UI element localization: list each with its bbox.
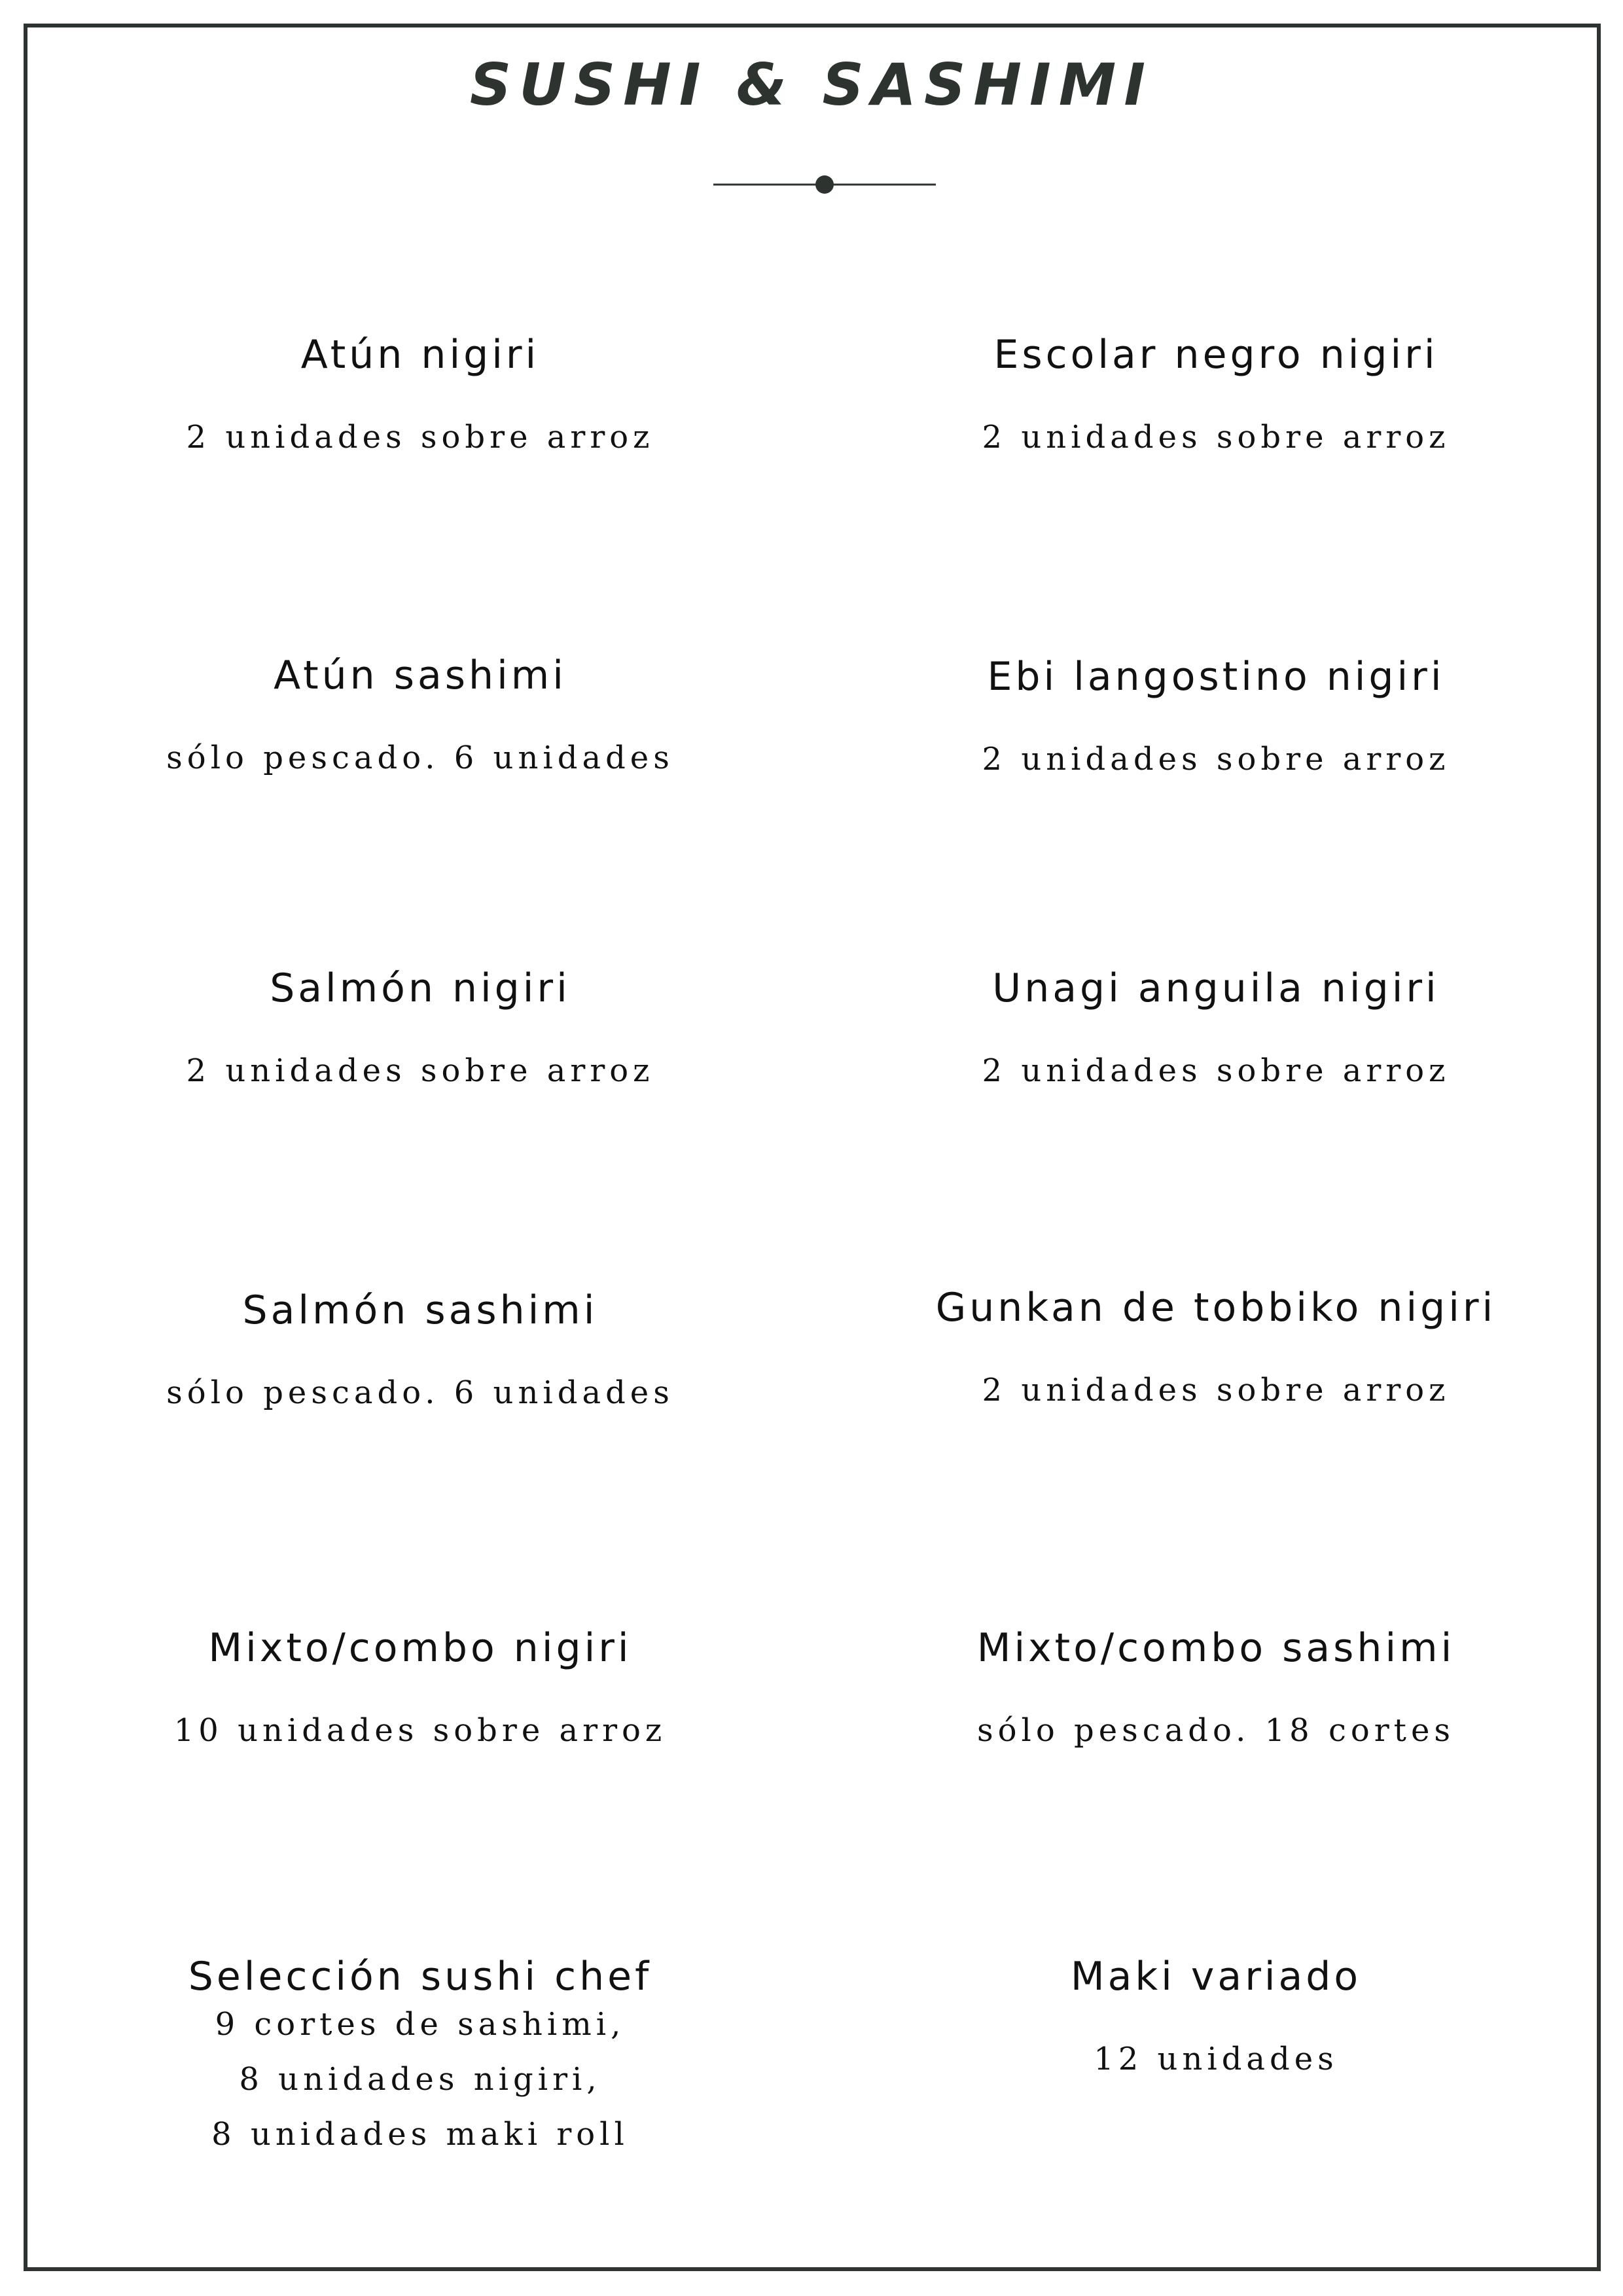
menu-item-maki-variado [823,1954,1609,2077]
item-description: sólo pescado. 6 unidades [166,740,674,776]
item-description: 2 unidades sobre arroz [982,419,1450,456]
menu-item-mixto-combo-sashimi [823,1625,1609,1749]
item-name: Escolar negro nigiri [993,332,1438,378]
item-name: Salmón sashimi [242,1287,598,1333]
menu-item-unagi-anguila-nigiri [823,965,1609,1089]
item-description: 2 unidades sobre arroz [186,1052,654,1089]
menu-item-ebi-langostino-nigiri [823,654,1609,778]
menu-item-gunkan-de-tobbiko-nigiri [823,1285,1609,1408]
item-description: 10 unidades sobre arroz [173,1712,667,1749]
item-name: Selección sushi chef [188,1954,652,2000]
item-description-line-3: 8 unidades maki roll [211,2116,629,2153]
item-name: Maki variado [1070,1954,1362,2000]
item-name: Gunkan de tobbiko nigiri [935,1285,1497,1331]
menu-item-atun-sashimi [27,653,813,776]
item-description: 2 unidades sobre arroz [982,741,1450,778]
item-description-line-2: 8 unidades nigiri, [239,2061,601,2098]
item-description: sólo pescado. 18 cortes [977,1712,1455,1749]
menu-item-seleccion-sushi-chef [27,1954,813,2161]
item-description-line-1: 9 cortes de sashimi, [215,2006,626,2043]
title-divider-ornament [713,170,936,199]
item-name: Mixto/combo sashimi [976,1625,1455,1671]
item-description: 2 unidades sobre arroz [982,1052,1450,1089]
item-name: Atún nigiri [300,332,540,378]
menu-item-salmon-nigiri [27,965,813,1089]
menu-item-salmon-sashimi [27,1287,813,1411]
item-name: Mixto/combo nigiri [208,1625,632,1671]
item-description: sólo pescado. 6 unidades [166,1374,674,1411]
item-name: Ebi langostino nigiri [987,654,1445,700]
item-description: 12 unidades [1094,2041,1338,2077]
menu-title: SUSHI & SASHIMI [469,51,1154,118]
item-name: Salmón nigiri [270,965,571,1011]
item-name: Atún sashimi [274,653,567,698]
menu-item-mixto-combo-nigiri [27,1625,813,1749]
menu-item-escolar-negro-nigiri [823,332,1609,456]
item-description: 2 unidades sobre arroz [186,419,654,456]
item-name: Unagi anguila nigiri [992,965,1440,1011]
item-description: 2 unidades sobre arroz [982,1372,1450,1408]
menu-item-atun-nigiri [27,332,813,456]
